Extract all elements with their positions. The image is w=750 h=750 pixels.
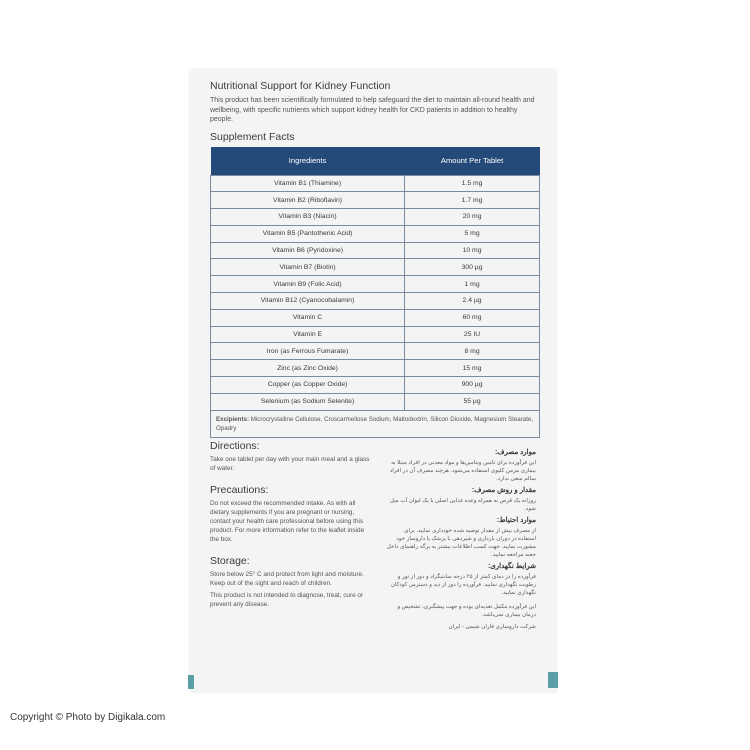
table-row — [211, 343, 540, 360]
fa-dosage-text: روزانه یک قرص به همراه وعده غذایی اصلی با یک لیوان آب میل شود. — [389, 498, 536, 512]
amount-header: Amount Per Tablet — [405, 147, 540, 176]
fa-precautions-title: موارد احتیاط: — [496, 517, 536, 524]
table-row — [211, 393, 540, 410]
table-row — [211, 309, 540, 326]
box-edge-left — [188, 675, 194, 689]
precautions-section — [210, 484, 370, 544]
ingredient-amount: 1.5 mg — [405, 175, 540, 192]
english-instructions — [210, 440, 370, 620]
fa-usage-title: موارد مصرف: — [494, 449, 536, 456]
fa-dosage-title: مقدار و روش مصرف: — [471, 487, 536, 494]
excipients-box — [210, 411, 540, 438]
storage-section — [210, 555, 370, 609]
product-box-back — [190, 70, 556, 692]
ingredient-name: Zinc (as Zinc Oxide) — [211, 360, 405, 377]
ingredient-name: Vitamin B5 (Pantothenic Acid) — [211, 225, 405, 242]
excipients-label: Excipients: — [216, 415, 250, 423]
table-body — [211, 175, 540, 410]
ingredient-name: Selenium (as Sodium Selenite) — [211, 393, 405, 410]
ingredient-name: Vitamin C — [211, 309, 405, 326]
fa-storage-title: شرایط نگهداری: — [487, 563, 536, 570]
ingredient-name: Copper (as Copper Oxide) — [211, 377, 405, 394]
directions-text: Take one tablet per day with your main meal and a glass of water. — [210, 456, 370, 472]
ingredient-amount: 15 mg — [405, 360, 540, 377]
ingredient-name: Vitamin B6 (Pyridoxine) — [211, 242, 405, 259]
fa-precautions-text: از مصرف بیش از مقدار توصیه شده خودداری نمایید. برای استفاده در دوران بارداری و شیردهی با پزشک یا داروساز خود مشورت نمایید. جهت کسب اطلاعات بیشتر به برگه راهنمای داخل جعبه مراجعه نمایید. — [386, 528, 536, 558]
precautions-title: Precautions: — [210, 484, 269, 496]
supplement-facts-title: Supplement Facts — [210, 130, 295, 143]
label-content — [210, 80, 540, 438]
storage-text-2: Keep out of the sight and reach of children. — [210, 580, 332, 587]
ingredient-name: Vitamin E — [211, 326, 405, 343]
table-row — [211, 293, 540, 310]
ingredient-name: Vitamin B9 (Folic Acid) — [211, 276, 405, 293]
ingredients-header: Ingredients — [211, 147, 405, 176]
ingredient-name: Vitamin B7 (Biotin) — [211, 259, 405, 276]
excipients-text: Microcrystalline Cellulose, Croscarmellose Sodium, Maltodextrin, Silicon Dioxide, Magnesium Stearate, Opadry — [216, 415, 534, 432]
fa-usage-text: این فرآورده برای تامین ویتامین‌ها و مواد معدنی در افراد مبتلا به بیماری مزمن کلیوی استفاده می‌شود. هرچند مصرف آن در افراد سالم منعی ندارد. — [389, 460, 536, 482]
fa-manufacturer-text: شرکت داروسازی فاران شیمی - ایران — [448, 624, 536, 630]
table-row — [211, 192, 540, 209]
table-row — [211, 326, 540, 343]
ingredient-name: Vitamin B3 (Niacin) — [211, 209, 405, 226]
ingredient-amount: 60 mg — [405, 309, 540, 326]
ingredient-name: Iron (as Ferrous Fumarate) — [211, 343, 405, 360]
fa-storage-text: فرآورده را در دمای کمتر از ۲۵ درجه سانتیگراد و دور از نور و رطوبت نگهداری نمایید. فرآورده را دور از دید و دسترس کودکان نگهداری نمایید. — [390, 574, 536, 596]
directions-section — [210, 440, 370, 473]
table-row — [211, 225, 540, 242]
ingredient-amount: 55 µg — [405, 393, 540, 410]
supplement-facts-table — [210, 147, 540, 411]
table-row — [211, 242, 540, 259]
ingredient-amount: 300 µg — [405, 259, 540, 276]
ingredient-name: Vitamin B12 (Cyanocobalamin) — [211, 293, 405, 310]
ingredient-name: Vitamin B1 (Thiamine) — [211, 175, 405, 192]
ingredient-amount: 25 IU — [405, 326, 540, 343]
copyright-text: Copyright © Photo by Digikala.com — [10, 712, 166, 723]
table-row — [211, 377, 540, 394]
intro-text: This product has been scientifically formulated to help safeguard the diet to maintain all-round health and wellbeing, with specific nutrients which support kidney health for CKD patients in addition to healthy people. — [210, 97, 535, 123]
ingredient-amount: 20 mg — [405, 209, 540, 226]
ingredient-amount: 1 mg — [405, 276, 540, 293]
ingredient-amount: 2.4 µg — [405, 293, 540, 310]
storage-text-1: Store below 25° C and protect from light and moisture. — [210, 571, 364, 578]
table-header-row — [211, 147, 540, 176]
product-heading: Nutritional Support for Kidney Function — [210, 80, 391, 92]
ingredient-amount: 8 mg — [405, 343, 540, 360]
table-row — [211, 276, 540, 293]
table-row — [211, 175, 540, 192]
ingredient-amount: 5 mg — [405, 225, 540, 242]
ingredient-amount: 10 mg — [405, 242, 540, 259]
storage-text-3: This product is not intended to diagnose, treat, cure or prevent any disease. — [210, 592, 364, 608]
precautions-text: Do not exceed the recommended intake. As with all dietary supplements if you are pregnant or nursing, contact your health care professional before using this product. For more information refer to the leaflet inside the box. — [210, 500, 365, 543]
ingredient-amount: 1.7 mg — [405, 192, 540, 209]
table-row — [211, 360, 540, 377]
directions-title: Directions: — [210, 440, 260, 452]
persian-instructions — [386, 445, 536, 633]
ingredient-name: Vitamin B2 (Riboflavin) — [211, 192, 405, 209]
ingredient-amount: 900 µg — [405, 377, 540, 394]
table-row — [211, 209, 540, 226]
storage-title: Storage: — [210, 555, 250, 567]
box-edge-right — [548, 672, 558, 688]
fa-disclaimer-text: این فرآورده مکمل تغذیه‌ای بوده و جهت پیشگیری، تشخیص و درمان بیماری نمی‌باشد. — [397, 604, 536, 618]
table-row — [211, 259, 540, 276]
